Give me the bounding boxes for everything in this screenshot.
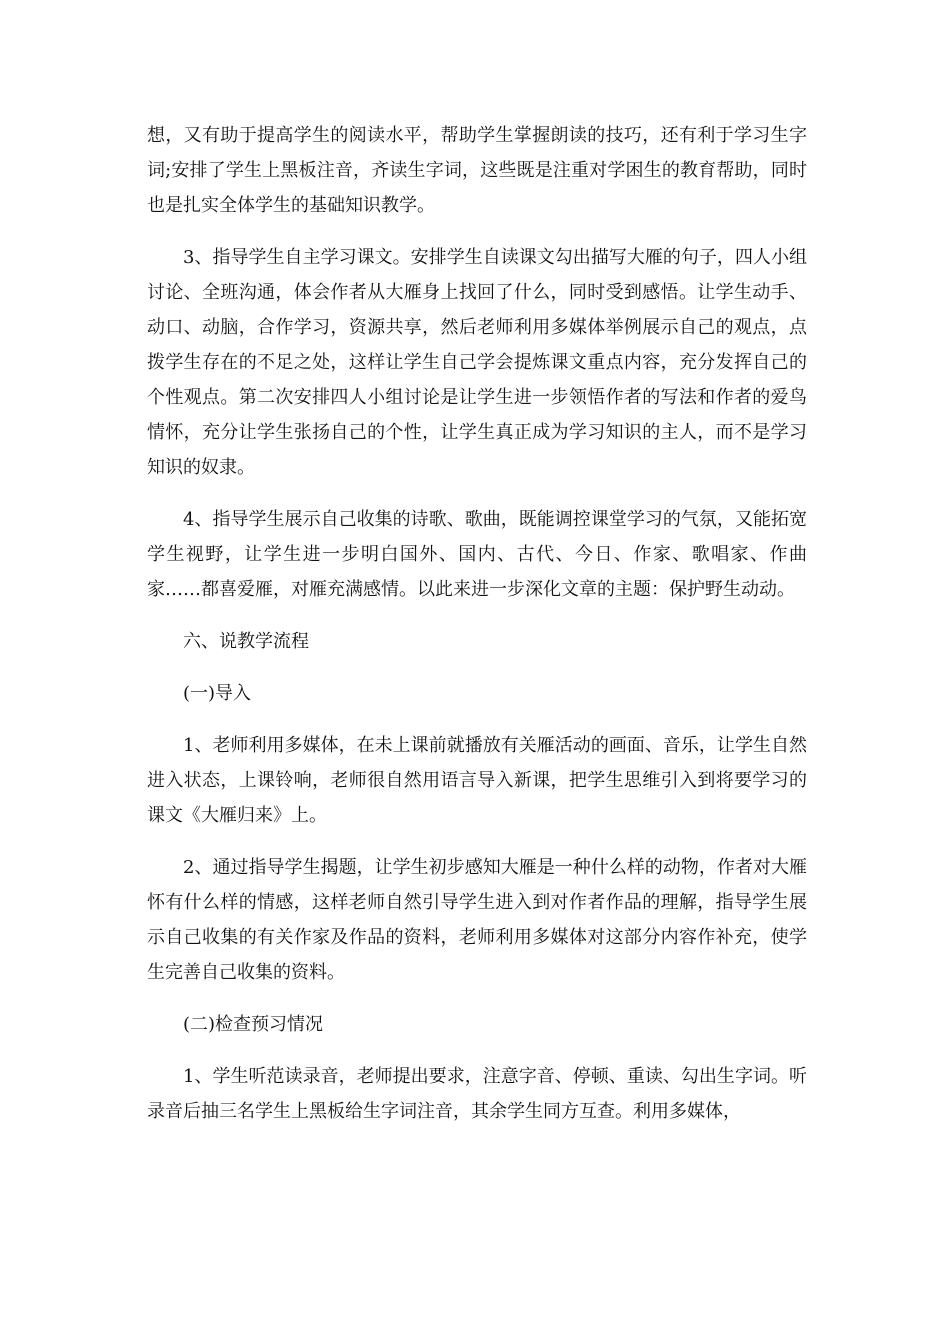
paragraph-item-3: 3、指导学生自主学习课文。安排学生自读课文勾出描写大雁的句子，四人小组讨论、全班沟通，体会作者从大雁身上找回了什么，同时受到感悟。让学生动手、动口、动脑，合作学习，资源共享，然后老师利用多媒体举例展示自己的观点，点拨学生存在的不足之处，这样让学生自己学会提炼课文重点内容，充分发挥自己的个性观点。第二次安排四人小组讨论是让学生进一步领悟作者的写法和作者的爱鸟情怀，充分让学生张扬自己的个性，让学生真正成为学习知识的主人，而不是学习知识的奴隶。 [147, 247, 807, 478]
paragraph-continuation: 想，又有助于提高学生的阅读水平，帮助学生掌握朗读的技巧，还有利于学习生字词;安排了学生上黑板注音，齐读生字词，这些既是注重对学困生的教育帮助，同时也是扎实全体学生的基础知识教学。 [147, 125, 807, 216]
paragraph-preview-item-1: 1、学生听范读录音，老师提出要求，注意字音、停顿、重读、勾出生字词。听录音后抽三名学生上黑板给生字词注音，其余学生同方互查。利用多媒体， [147, 1066, 807, 1122]
paragraph-intro-item-2: 2、通过指导学生揭题，让学生初步感知大雁是一种什么样的动物，作者对大雁怀有什么样的情感，这样老师自然引导学生进入到对作者作品的理解，指导学生展示自己收集的有关作家及作品的资料，老师利用多媒体对这部分内容作补充，使学生完善自己收集的资料。 [147, 857, 807, 983]
subsection-heading-preview-check: (二)检查预习情况 [183, 1014, 324, 1035]
subsection-heading-introduction: (一)导入 [183, 683, 252, 704]
section-heading-teaching-process: 六、说教学流程 [183, 631, 309, 652]
document-body [147, 118, 807, 1146]
paragraph-intro-item-1: 1、老师利用多媒体，在未上课前就播放有关雁活动的画面、音乐，让学生自然进入状态，上课铃响，老师很自然用语言导入新课，把学生思维引入到将要学习的课文《大雁归来》上。 [147, 735, 807, 826]
paragraph-item-4: 4、指导学生展示自己收集的诗歌、歌曲，既能调控课堂学习的气氛，又能拓宽学生视野，让学生进一步明白国外、国内、古代、今日、作家、歌唱家、作曲家……都喜爱雁，对雁充满感情。以此来进一步深化文章的主题：保护野生动动。 [147, 509, 807, 600]
